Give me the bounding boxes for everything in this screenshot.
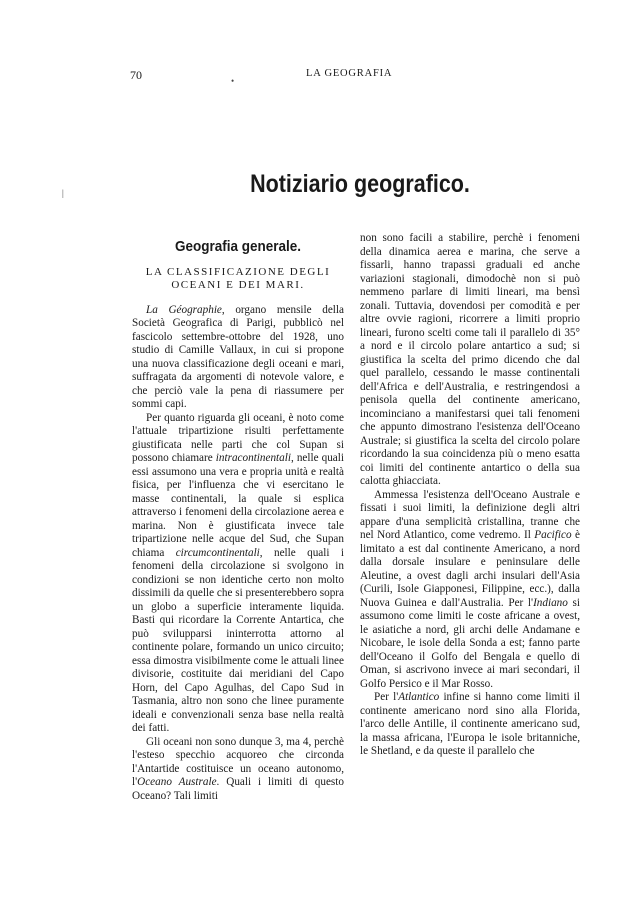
italic-term: La Géographie [146,303,222,316]
article-title: LA CLASSIFICAZIONE DEGLI OCEANI E DEI MARI. [145,265,331,291]
italic-term: intracontinentali [215,452,291,464]
paragraph [360,232,580,489]
text-run: , organo mensile della Società Geografica di Parigi, pubblicò nel fascicolo settembre-ottobre del 1928, uno studio di Camille Vallaux, in cui si propone una nuova classificazione degli oceani e mari, suffragata da argomenti di notevole valore, e che perciò vale la pena di riassumere per sommi capi. [132,303,344,410]
text-run: , nelle quali i fenomeni della circolazione si svolgono in condizioni se non identiche certo non molto dissimili da quelle che si presenterebbero sopra un globo a superficie interamente liquida. Basti qui ricordare la Corrente Antartica, che può svilupparsi ininterrotta attorno al continente polare, formando un unico circuito; essa dimostra visibilmente come le attuali linee divisorie, costituite dai meridiani del Capo Horn, del Capo Agulhas, del Capo Sud in Tasmania, altro non sono che linee puramente ideali e convenzionali senza base nella realtà dei fatti. [132,546,344,734]
text-run: infine si hanno come limiti il continente americano nord sino alla Florida, l'arco delle Antille, il continente americano sud, la massa africana, l'Europa le isole britanniche, le Shetland, e da queste il parallelo che [360,691,580,757]
running-head [130,68,522,82]
paragraph [132,304,344,412]
page-title: Notiziario geografico. [250,170,470,198]
text-run: si assumono come limiti le coste africane a ovest, le asiatiche a nord, gli archi delle Andamane e Nicobare, le isole della Sonda a est; fanno parte dell'Oceano il Golfo del Bengala e quello di Oman, si ascrivono invece ai mari secondari, il Golfo Persico e il Mar Rosso. [360,596,581,690]
text-run: non sono facili a stabilire, perchè i fenomeni della dinamica aerea e marina, che serve a fissarli, hanno trapassi graduali ed anche variazioni stagionali, dimodochè non si può nemmeno parlare di limiti lineari, ma bensì zonali. Tuttavia, dovendosi per comodità e per altre ovvie ragioni, ricorrere a limiti proprio lineari, furono scelti come tali il parallelo di 35° a nord e il circolo polare antartico a sud; si giustifica la scelta del primo dicendo che dal quel parallelo, cessando le masse continentali dell'Africa e dell'Australia, e restringendosi a penisola quella del continente americano, incominciano a manifestarsi quei tali fenomeni che appunto dimostrano l'esistenza dell'Oceano Australe; si giustifica la scelta del circolo polare ricordando la sua coincidenza più o meno esatta coi limiti del continente antartico o della sua calotta ghiacciata. [360,232,580,487]
text-run: Gli oceani non sono dunque 3, ma 4, perchè l'esteso specchio acquoreo che circonda l'Antartide costituisce un oceano autonomo, l' [132,735,344,788]
right-column-text [360,232,580,759]
text-run: . Quali i limiti di questo Oceano? Tali limiti [132,776,344,802]
page-number: 70 [130,68,142,82]
paragraph [132,736,344,804]
left-column-text [132,304,344,804]
print-speck: • [231,76,235,86]
margin-mark: | [62,188,64,198]
text-run: Per l' [374,691,399,703]
text-run: è limitato a est dal continente Americano, a nord dalla dorsale insulare e peninsulare delle Aleutine, a ovest dagli archi insulari dell'Asia (Curili, Isole Giapponesi, Filippine, ecc.), dalla Nuova Guinea e dall'Australia. Per l' [360,529,580,609]
paragraph [360,489,580,692]
text-run: Per quanto riguarda gli oceani, è noto come l'attuale tripartizione risulti perfettamente giustificata nelle parti che col Supan si possono chiamare [132,411,344,464]
right-column [360,232,580,759]
italic-term: Indiano [533,596,568,609]
italic-term: circumcontinentali [175,546,260,559]
text-run: Ammessa l'esistenza dell'Oceano Australe e fissati i suoi limiti, la definizione degli altri appare d'una semplicità cristallina, tranne che nel Nord Atlantico, come vedremo. Il [360,488,580,541]
paragraph [132,412,344,736]
italic-term: Oceano Australe [137,776,217,788]
italic-term: Pacifico [534,529,572,541]
left-column [132,240,344,803]
text-run: , nelle quali essi assumono una vera e propria unità e realtà fisica, per l'influenza che vi esercitano le masse continentali, la quale si esplica attraverso i fenomeni della circolazione aerea e marina. Non è giustificata invece tale tripartizione nelle acque del Sud, che Supan chiama [132,452,344,559]
paragraph [360,691,580,759]
section-heading: Geografia generale. [174,238,302,255]
italic-term: Atlantico [398,691,440,703]
running-title: LA GEOGRAFIA [306,68,393,79]
